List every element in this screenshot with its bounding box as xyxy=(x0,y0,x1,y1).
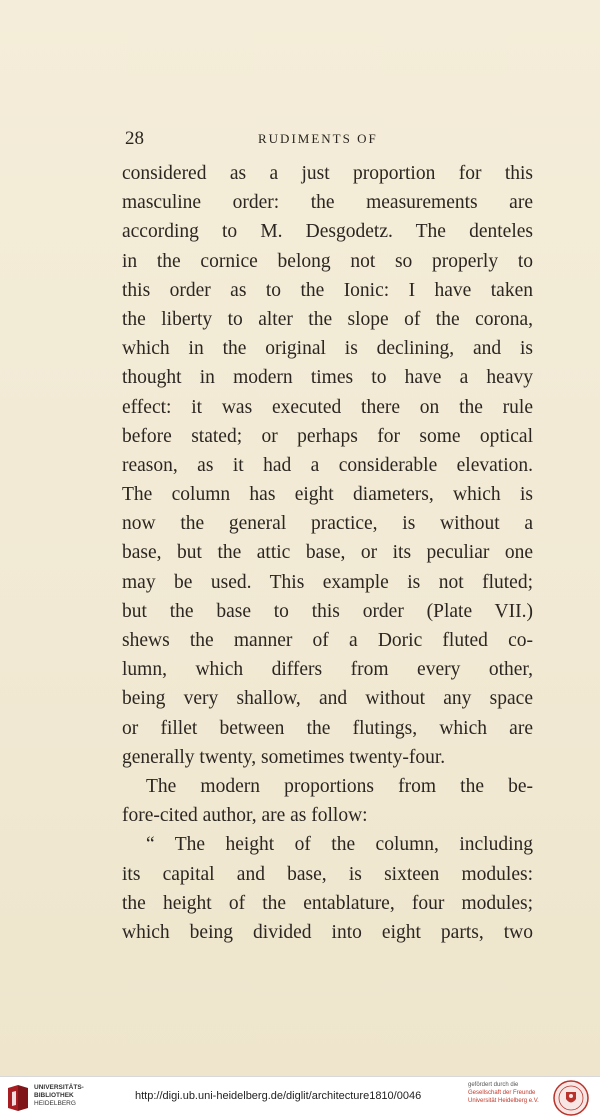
text-line: thought in modern times to have a heavy xyxy=(122,367,533,389)
text-line: being very shallow, and without any space xyxy=(122,688,533,710)
text-line: considered as a just proportion for this xyxy=(122,163,533,184)
text-line: reason, as it had a considerable elevation. xyxy=(122,454,533,476)
text-line: may be used. This example is not fluted; xyxy=(122,571,533,593)
text-line: its capital and base, is sixteen modules: xyxy=(122,863,533,885)
text-line: generally twenty, sometimes twenty-four. xyxy=(122,746,446,768)
text-line: which in the original is declining, and is xyxy=(122,338,533,360)
text-line: the liberty to alter the slope of the corona, xyxy=(122,308,533,330)
text-line: which being divided into eight parts, two xyxy=(122,921,533,943)
page-url-link[interactable]: http://digi.ub.uni-heidelberg.de/diglit/architecture1810/0046 xyxy=(135,1090,422,1102)
university-library-name: UNIVERSITÄTS- BIBLIOTHEK HEIDELBERG xyxy=(34,1084,84,1107)
university-seal-icon xyxy=(553,1080,589,1116)
text-line: now the general practice, is without a xyxy=(122,513,533,535)
text-line: fore-cited author, are as follow: xyxy=(122,805,368,827)
page-number: 28 xyxy=(125,128,144,149)
university-library-logo-icon xyxy=(6,1084,30,1112)
body-text xyxy=(122,159,533,947)
text-line: effect: it was executed there on the rule xyxy=(122,396,533,418)
text-line: according to M. Desgodetz. The denteles xyxy=(122,221,533,243)
text-line: before stated; or perhaps for some optical xyxy=(122,425,533,447)
text-line: base, but the attic base, or its peculiar one xyxy=(122,542,533,564)
sponsor-note: gefördert durch die Gesellschaft der Freunde Universität Heidelberg e.V. xyxy=(468,1082,539,1104)
running-head: RUDIMENTS OF xyxy=(258,131,378,146)
text-line: this order as to the Ionic: I have taken xyxy=(122,279,533,301)
text-line: masculine order: the measurements are xyxy=(122,192,533,214)
text-line: or fillet between the flutings, which are xyxy=(122,717,533,739)
text-line: lumn, which differs from every other, xyxy=(122,659,533,681)
text-line: “ The height of the column, including xyxy=(146,834,533,856)
page-header xyxy=(125,128,535,152)
text-line: but the base to this order (Plate VII.) xyxy=(122,600,533,622)
text-line: in the cornice belong not so properly to xyxy=(122,250,533,272)
text-line: The modern proportions from the be- xyxy=(146,775,533,797)
text-line: The column has eight diameters, which is xyxy=(122,484,533,506)
viewer-footer xyxy=(0,1076,600,1119)
text-line: the height of the entablature, four modules; xyxy=(122,892,533,914)
text-line: shews the manner of a Doric fluted co- xyxy=(122,630,533,651)
